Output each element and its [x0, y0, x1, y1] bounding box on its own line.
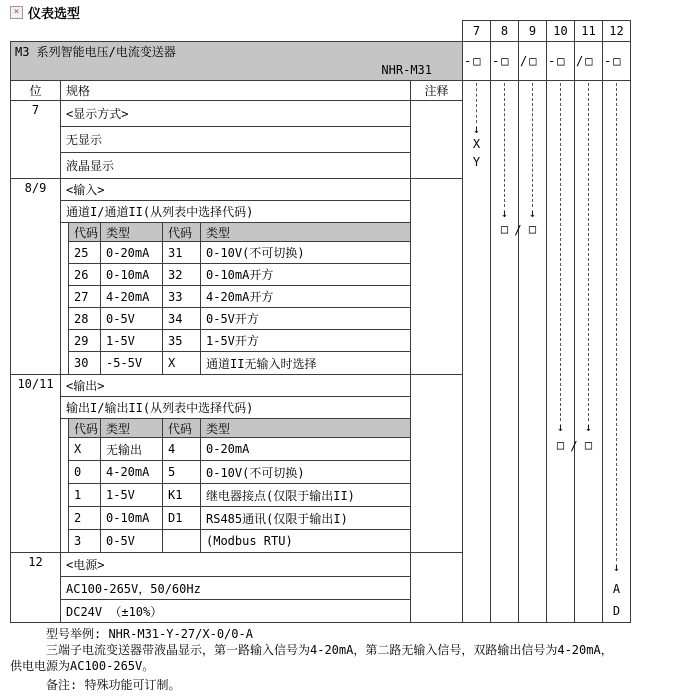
option-box: □ — [557, 54, 565, 68]
display-code-y: Y — [472, 155, 481, 169]
subtable-cell: -5-5V — [100, 351, 163, 375]
subtable-cell: 通道II无输入时选择 — [200, 351, 411, 375]
option-box: □ — [556, 438, 565, 452]
subtable-cell: 25 — [68, 241, 101, 264]
subtable-cell: 4-20mA开方 — [200, 285, 411, 308]
format-sep: - — [548, 54, 556, 68]
format-cell-12 — [602, 41, 631, 81]
down-arrow-icon: ↓ — [472, 122, 481, 136]
subtable-cell: 0-10V(不可切换) — [200, 241, 411, 264]
subtable-header-cell: 代码 — [162, 222, 201, 242]
col-header-10: 10 — [546, 20, 575, 42]
selector-column-9 — [518, 80, 547, 623]
spec-row: 液晶显示 — [60, 152, 411, 179]
subtable-header-cell: 类型 — [100, 222, 163, 242]
col-header-8: 8 — [490, 20, 519, 42]
subtable-cell: 4 — [162, 437, 201, 461]
note-cell-10-11 — [410, 374, 463, 553]
dashed-line — [560, 83, 561, 421]
format-sep: / — [576, 54, 584, 68]
bullet-icon: × — [10, 6, 23, 19]
subtable-cell: 0-10mA — [100, 506, 163, 530]
format-cell-7 — [462, 41, 491, 81]
spec-row: <输入> — [60, 178, 411, 201]
format-cell-8 — [490, 41, 519, 81]
spec-row: <输出> — [60, 374, 411, 397]
spec-row: 无显示 — [60, 126, 411, 153]
subtable-cell: (Modbus RTU) — [200, 529, 411, 553]
note-column-header: 注释 — [410, 80, 463, 101]
down-arrow-icon: ↓ — [612, 560, 621, 574]
slash-separator-10-11: / — [570, 439, 578, 453]
subtable-header-cell: 类型 — [100, 418, 163, 438]
subtable-header-cell: 代码 — [68, 418, 101, 438]
note-cell-8-9 — [410, 178, 463, 375]
spec-row: DC24V （±10%） — [60, 599, 411, 623]
subtable-header-cell: 代码 — [162, 418, 201, 438]
model-example: 型号举例: NHR-M31-Y-27/X-0/0-A — [46, 627, 253, 641]
option-box: □ — [584, 438, 593, 452]
option-box: □ — [585, 54, 593, 68]
slash-separator-8-9: / — [514, 223, 522, 237]
subtable-cell: 27 — [68, 285, 101, 308]
option-box: □ — [613, 54, 621, 68]
down-arrow-icon: ↓ — [528, 206, 537, 220]
subtable-cell: 29 — [68, 329, 101, 352]
dashed-line — [588, 83, 589, 421]
col-header-11: 11 — [574, 20, 603, 42]
subtable-cell: 32 — [162, 263, 201, 286]
col-header-9: 9 — [518, 20, 547, 42]
description-line-2: 供电电源为AC100-265V。 — [10, 659, 155, 673]
selector-column-12 — [602, 80, 631, 623]
subtable-header-cell: 类型 — [200, 222, 411, 242]
down-arrow-icon: ↓ — [584, 420, 593, 434]
subtable-cell: 4-20mA — [100, 285, 163, 308]
selector-column-10 — [546, 80, 575, 623]
subtable-cell: 31 — [162, 241, 201, 264]
description-line-1: 三端子电流变送器带液晶显示，第一路输入信号为4-20mA，第二路无输入信号，双路输出信号为4-20mA， — [46, 643, 613, 657]
option-box: □ — [529, 54, 537, 68]
down-arrow-icon: ↓ — [556, 420, 565, 434]
down-arrow-icon: ↓ — [500, 206, 509, 220]
subtable-cell: K1 — [162, 483, 201, 507]
subtable-cell: 0 — [68, 460, 101, 484]
model-name: NHR-M31 — [381, 63, 432, 77]
format-sep: - — [464, 54, 472, 68]
subtable-cell: 2 — [68, 506, 101, 530]
subtable-cell: 0-20mA — [200, 437, 411, 461]
subtable-cell: 28 — [68, 307, 101, 330]
subtable-cell: 4-20mA — [100, 460, 163, 484]
subtable-cell: 0-5V开方 — [200, 307, 411, 330]
series-title: M3 系列智能电压/电流变送器 — [15, 45, 176, 59]
note-cell-7 — [410, 100, 463, 179]
display-code-x: X — [472, 137, 481, 151]
format-sep: - — [492, 54, 500, 68]
dashed-line — [532, 83, 533, 207]
option-box: □ — [500, 222, 509, 236]
selector-column-11 — [574, 80, 603, 623]
subtable-cell: 0-20mA — [100, 241, 163, 264]
subtable-cell: RS485通讯(仅限于输出I) — [200, 506, 411, 530]
pos-cell-8-9: 8/9 — [10, 178, 61, 375]
spec-row: <显示方式> — [60, 100, 411, 127]
format-cell-10 — [546, 41, 575, 81]
subtable-header-cell: 代码 — [68, 222, 101, 242]
subtable-cell: 3 — [68, 529, 101, 553]
format-cell-9 — [518, 41, 547, 81]
spec-row: 通道I/通道II(从列表中选择代码) — [60, 200, 411, 223]
dashed-line — [616, 83, 617, 561]
subtable-cell: X — [162, 351, 201, 375]
note-cell-12 — [410, 552, 463, 623]
pos-cell-7: 7 — [10, 100, 61, 179]
subtable-cell: 1 — [68, 483, 101, 507]
dashed-line — [504, 83, 505, 207]
subtable-cell: 34 — [162, 307, 201, 330]
subtable-cell: D1 — [162, 506, 201, 530]
subtable-cell: 0-10V(不可切换) — [200, 460, 411, 484]
selector-column-7 — [462, 80, 491, 623]
format-cell-11 — [574, 41, 603, 81]
dashed-line — [476, 83, 477, 123]
series-header-cell — [10, 41, 463, 81]
subtable-cell: 35 — [162, 329, 201, 352]
subtable-cell: 1-5V — [100, 483, 163, 507]
option-box: □ — [473, 54, 481, 68]
subtable-cell: 33 — [162, 285, 201, 308]
spec-column-header: 规格 — [60, 80, 411, 101]
format-sep: - — [604, 54, 612, 68]
subtable-cell: 1-5V — [100, 329, 163, 352]
subtable-cell: 0-5V — [100, 307, 163, 330]
col-header-12: 12 — [602, 20, 631, 42]
pos-column-header: 位 — [10, 80, 61, 101]
option-box: □ — [501, 54, 509, 68]
selector-column-8 — [490, 80, 519, 623]
subtable-cell: 1-5V开方 — [200, 329, 411, 352]
subtable-cell: 0-5V — [100, 529, 163, 553]
spec-row: <电源> — [60, 552, 411, 577]
remark: 备注: 特殊功能可订制。 — [46, 678, 181, 692]
subtable-cell — [162, 529, 201, 553]
page-title-text: 仪表选型 — [28, 7, 81, 22]
subtable-cell: 无输出 — [100, 437, 163, 461]
spec-row: 输出I/输出II(从列表中选择代码) — [60, 396, 411, 419]
option-box: □ — [528, 222, 537, 236]
page-title — [10, 3, 80, 22]
format-sep: / — [520, 54, 528, 68]
subtable-cell: X — [68, 437, 101, 461]
subtable-cell: 5 — [162, 460, 201, 484]
power-code-a: A — [612, 582, 621, 596]
spec-row: AC100-265V，50/60Hz — [60, 576, 411, 600]
subtable-cell: 0-10mA开方 — [200, 263, 411, 286]
col-header-7: 7 — [462, 20, 491, 42]
pos-cell-10-11: 10/11 — [10, 374, 61, 553]
subtable-cell: 30 — [68, 351, 101, 375]
pos-cell-12: 12 — [10, 552, 61, 623]
subtable-header-cell: 类型 — [200, 418, 411, 438]
subtable-cell: 继电器接点(仅限于输出II) — [200, 483, 411, 507]
power-code-d: D — [612, 604, 621, 618]
subtable-cell: 26 — [68, 263, 101, 286]
subtable-cell: 0-10mA — [100, 263, 163, 286]
